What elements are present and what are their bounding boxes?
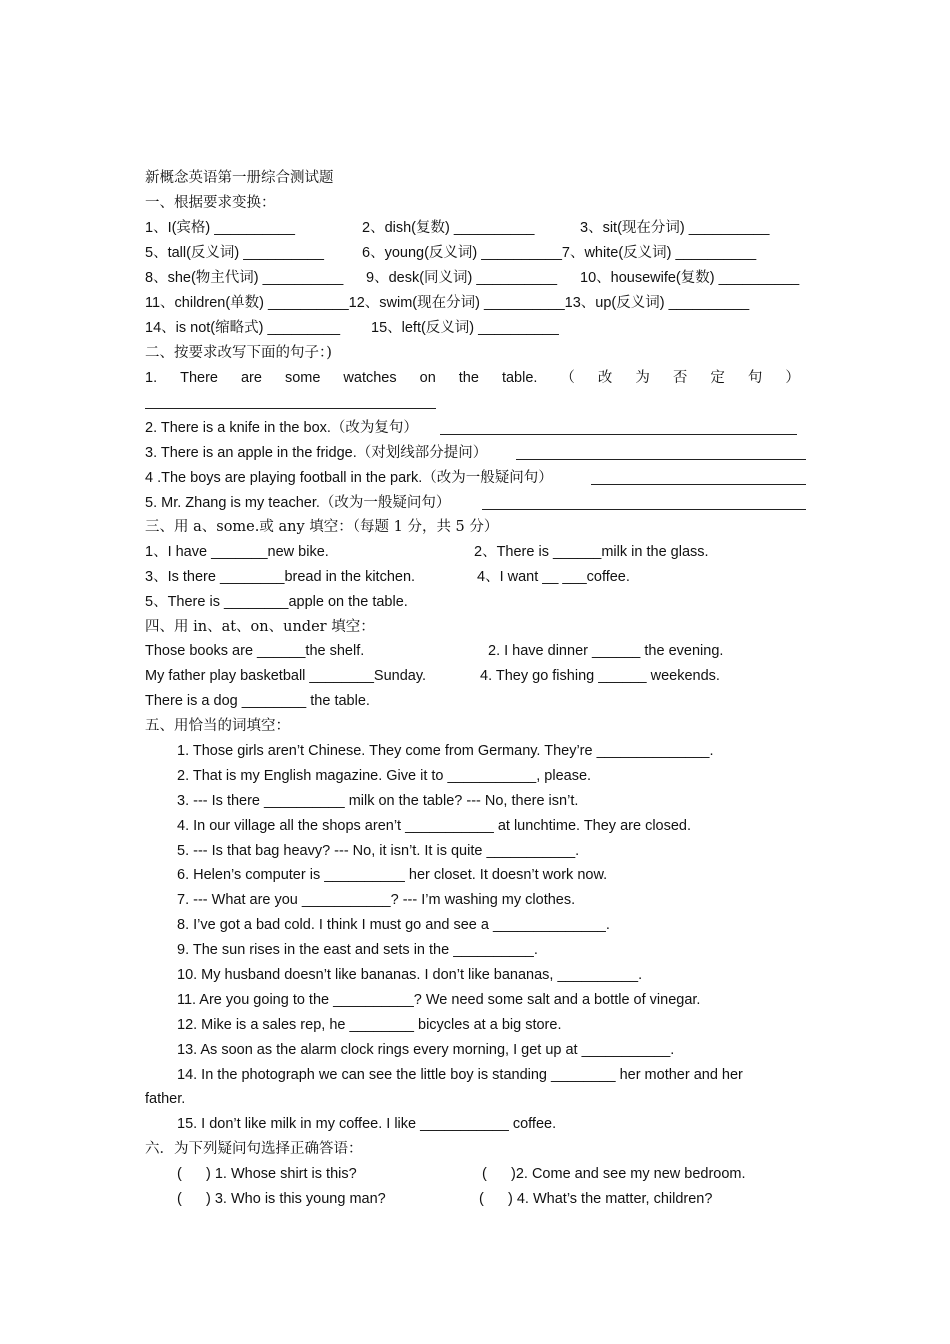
s2-question-5: 5. Mr. Zhang is my teacher.（改为一般疑问句） xyxy=(145,495,451,511)
q1-word: watches xyxy=(343,370,397,386)
s3-question-5: 5、There is ________apple on the table. xyxy=(145,594,408,610)
answer-line-q2 xyxy=(440,434,797,435)
s4-question-5: There is a dog ________ the table. xyxy=(145,693,370,709)
s4-question-4: 4. They go fishing ______ weekends. xyxy=(480,668,720,684)
section-5-heading: 五、用恰当的词填空： xyxy=(145,718,290,734)
s6-question-3: ( ) 3. Who is this young man? xyxy=(177,1191,386,1207)
s6-question-4: ( ) 4. What’s the matter, children? xyxy=(479,1191,713,1207)
s1-item-10: 10、housewife(复数) __________ xyxy=(580,270,800,286)
s1-item-3: 3、sit(现在分词) __________ xyxy=(580,220,770,236)
section-1-heading: 一、根据要求变换： xyxy=(145,195,276,211)
s5-item: 8. I’ve got a bad cold. I think I must go and see a ______________. xyxy=(177,917,610,933)
s1-item-2: 2、dish(复数) __________ xyxy=(362,220,535,236)
s5-item: 2. That is my English magazine. Give it to ___________, please. xyxy=(177,768,592,784)
s1-item-9: 9、desk(同义词) __________ xyxy=(366,270,558,286)
s3-question-1: 1、I have _______new bike. xyxy=(145,544,329,560)
s4-question-2: 2. I have dinner ______ the evening. xyxy=(488,643,724,659)
s1-item-15: 15、left(反义词) __________ xyxy=(371,320,559,336)
s2-question-1 xyxy=(145,369,800,387)
s3-question-2: 2、There is ______milk in the glass. xyxy=(474,544,709,560)
q1-word: on xyxy=(419,370,436,386)
s1-item-14: 14、is not(缩略式) _________ xyxy=(145,320,341,336)
q1-word: the xyxy=(458,370,479,386)
s5-item: 3. --- Is there __________ milk on the table? --- No, there isn’t. xyxy=(177,793,579,809)
s1-item-11-13: 11、children(单数) __________12、swim(现在分词) __________13、up(反义词) __________ xyxy=(145,295,750,311)
s4-question-3: My father play basketball ________Sunday. xyxy=(145,668,427,684)
answer-line-q5 xyxy=(482,509,806,510)
s6-question-1: ( ) 1. Whose shirt is this? xyxy=(177,1166,357,1182)
s1-item-6-7: 6、young(反义词) __________7、white(反义词) __________ xyxy=(362,245,757,261)
s1-item-1: 1、I(宾格) __________ xyxy=(145,220,295,236)
s5-item: 7. --- What are you ___________? --- I’m washing my clothes. xyxy=(177,892,576,908)
s2-question-4: 4 .The boys are playing football in the park.（改为一般疑问句） xyxy=(145,470,553,486)
section-4-heading: 四、用 in、at、on、under 填空： xyxy=(145,619,375,635)
q1-word: 定 xyxy=(710,370,725,386)
s5-item: 1. Those girls aren’t Chinese. They come from Germany. They’re ______________. xyxy=(177,743,714,759)
s5-item: 12. Mike is a sales rep, he ________ bicycles at a big store. xyxy=(177,1017,562,1033)
answer-line-q3 xyxy=(516,459,806,460)
s5-item: 5. --- Is that bag heavy? --- No, it isn’t. It is quite ___________. xyxy=(177,843,580,859)
answer-line-q4 xyxy=(591,484,806,485)
q1-word: 1. xyxy=(145,370,158,386)
q1-word: 改 xyxy=(597,370,613,386)
q1-word: 为 xyxy=(635,370,650,386)
q1-word: 否 xyxy=(672,370,688,386)
s1-item-8: 8、she(物主代词) __________ xyxy=(145,270,344,286)
s6-question-2: ( )2. Come and see my new bedroom. xyxy=(482,1166,746,1182)
s5-item: 9. The sun rises in the east and sets in the __________. xyxy=(177,942,538,958)
s5-item-14-continuation: father. xyxy=(145,1091,186,1107)
s2-question-3: 3. There is an apple in the fridge.（对划线部分提问） xyxy=(145,445,488,461)
q1-word: ） xyxy=(785,370,800,386)
s1-item-5: 5、tall(反义词) __________ xyxy=(145,245,324,261)
s4-question-1: Those books are ______the shelf. xyxy=(145,643,365,659)
answer-line-q1 xyxy=(145,408,436,409)
s5-item: 14. In the photograph we can see the little boy is standing ________ her mother and her xyxy=(177,1067,743,1083)
document-title: 新概念英语第一册综合测试题 xyxy=(145,170,334,186)
s5-item: 10. My husband doesn’t like bananas. I don’t like bananas, __________. xyxy=(177,967,643,983)
s5-item: 13. As soon as the alarm clock rings every morning, I get up at ___________. xyxy=(177,1042,675,1058)
section-2-heading: 二、按要求改写下面的句子：) xyxy=(145,345,332,361)
q1-word: table. xyxy=(501,370,538,386)
q1-word: There xyxy=(180,370,218,386)
s5-item: 6. Helen’s computer is __________ her closet. It doesn’t work now. xyxy=(177,867,608,883)
q1-word: （ xyxy=(560,370,575,386)
s5-item: 15. I don’t like milk in my coffee. I like ___________ coffee. xyxy=(177,1116,557,1132)
s5-item: 11. Are you going to the __________? We need some salt and a bottle of vinegar. xyxy=(177,992,701,1008)
q1-word: are xyxy=(240,370,262,386)
q1-word: some xyxy=(284,370,321,386)
s5-item: 4. In our village all the shops aren’t ___________ at lunchtime. They are closed. xyxy=(177,818,692,834)
s3-question-3: 3、Is there ________bread in the kitchen. xyxy=(145,569,416,585)
s3-question-4: 4、I want __ ___coffee. xyxy=(477,569,630,585)
q1-word: 句 xyxy=(747,370,763,386)
s2-question-2: 2. There is a knife in the box.（改为复句） xyxy=(145,420,418,436)
section-6-heading: 六．为下列疑问句选择正确答语： xyxy=(145,1141,363,1157)
section-3-heading: 三、用 a、some.或 any 填空：（每题 1 分，共 5 分） xyxy=(145,519,499,535)
